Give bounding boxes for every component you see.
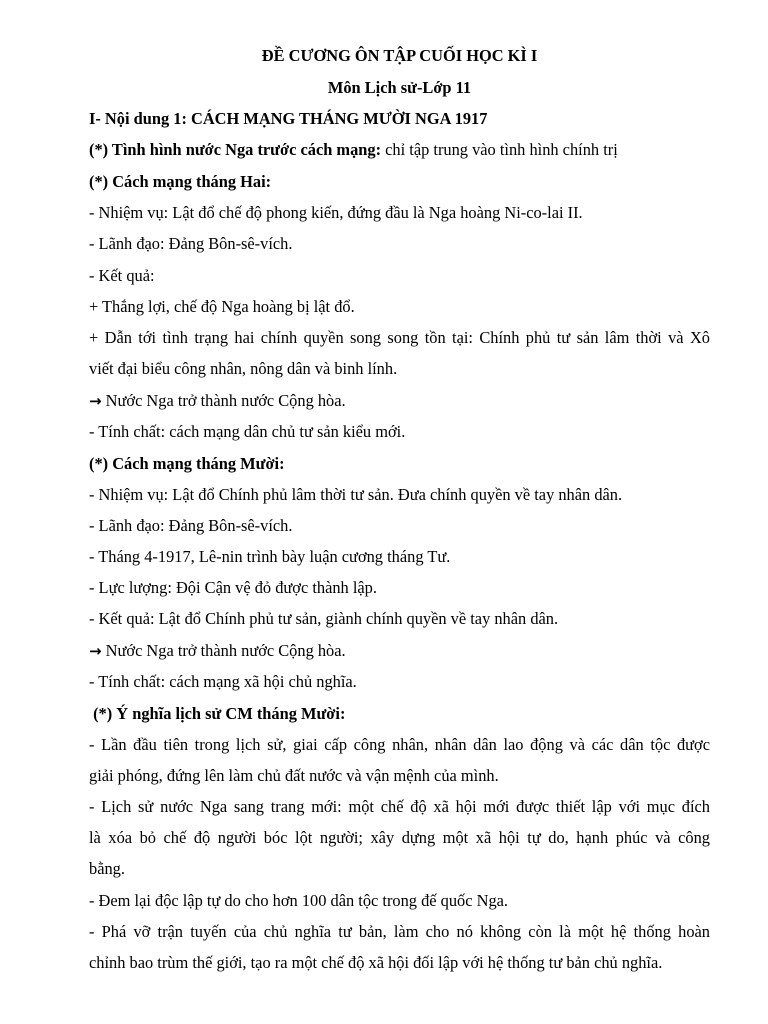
feb-result-label: - Kết quả: — [89, 266, 155, 285]
arrow-right-icon: → — [89, 642, 102, 660]
oct-force: - Lực lượng: Đội Cận vệ đỏ được thành lập. — [89, 578, 377, 597]
feb-result-1: + Thắng lợi, chế độ Nga hoàng bị lật đổ. — [89, 297, 355, 316]
meaning-4b: chỉnh bao trùm thế giới, tạo ra một chế độ xã hội đối lập với hệ thống tư bản chủ nghĩa. — [89, 953, 663, 972]
meaning-2a: - Lịch sử nước Nga sang trang mới: một chế độ xã hội mới được thiết lập với mục đích — [89, 797, 710, 816]
feb-heading: (*) Cách mạng tháng Hai: — [89, 172, 272, 191]
document-title: ĐỀ CƯƠNG ÔN TẬP CUỐI HỌC KÌ I — [261, 46, 538, 65]
meaning-2b: là xóa bỏ chế độ người bóc lột người; xây dựng một xã hội tự do, hạnh phúc và công — [89, 828, 710, 847]
oct-leader: - Lãnh đạo: Đảng Bôn-sê-vích. — [89, 516, 293, 535]
feb-task: - Nhiệm vụ: Lật đổ chế độ phong kiến, đứng đầu là Nga hoàng Ni-co-lai II. — [89, 203, 583, 222]
meaning-3: - Đem lại độc lập tự do cho hơn 100 dân tộc trong đế quốc Nga. — [89, 891, 509, 910]
meaning-4a: - Phá vỡ trận tuyến của chủ nghĩa tư bản, làm cho nó không còn là một hệ thống hoàn — [89, 922, 710, 941]
meaning-1a: - Lần đầu tiên trong lịch sử, giai cấp công nhân, nhân dân lao động và các dân tộc được — [89, 735, 710, 754]
meaning-heading: (*) Ý nghĩa lịch sử CM tháng Mười: — [89, 704, 346, 723]
oct-nature: - Tính chất: cách mạng xã hội chủ nghĩa. — [89, 672, 357, 691]
feb-result-2b: viết đại biểu công nhân, nông dân và binh lính. — [89, 359, 398, 378]
arrow-right-icon: → — [89, 392, 102, 410]
document-subtitle: Môn Lịch sử-Lớp 11 — [327, 78, 472, 97]
situation-note: chỉ tập trung vào tình hình chính trị — [381, 140, 618, 159]
oct-task: - Nhiệm vụ: Lật đổ Chính phủ lâm thời tư sản. Đưa chính quyền về tay nhân dân. — [89, 485, 623, 504]
meaning-1b: giải phóng, đứng lên làm chủ đất nước và vận mệnh của mình. — [89, 766, 499, 785]
oct-result: - Kết quả: Lật đổ Chính phủ tư sản, giành chính quyền về tay nhân dân. — [89, 609, 559, 628]
situation-line — [89, 140, 710, 160]
oct-consequence — [89, 641, 710, 661]
feb-consequence-text: Nước Nga trở thành nước Cộng hòa. — [101, 391, 346, 410]
situation-heading: (*) Tình hình nước Nga trước cách mạng: — [89, 140, 382, 159]
section-heading: I- Nội dung 1: CÁCH MẠNG THÁNG MƯỜI NGA 1917 — [89, 109, 488, 128]
feb-nature: - Tính chất: cách mạng dân chủ tư sản kiểu mới. — [89, 422, 406, 441]
oct-consequence-text: Nước Nga trở thành nước Cộng hòa. — [101, 641, 346, 660]
oct-april: - Tháng 4-1917, Lê-nin trình bày luận cương tháng Tư. — [89, 547, 451, 566]
feb-result-2a: + Dẫn tới tình trạng hai chính quyền song song tồn tại: Chính phủ tư sản lâm thời và Xô — [89, 328, 710, 347]
oct-heading: (*) Cách mạng tháng Mười: — [89, 454, 285, 473]
meaning-2c: bằng. — [89, 859, 125, 878]
feb-leader: - Lãnh đạo: Đảng Bôn-sê-vích. — [89, 234, 293, 253]
feb-consequence — [89, 391, 710, 411]
